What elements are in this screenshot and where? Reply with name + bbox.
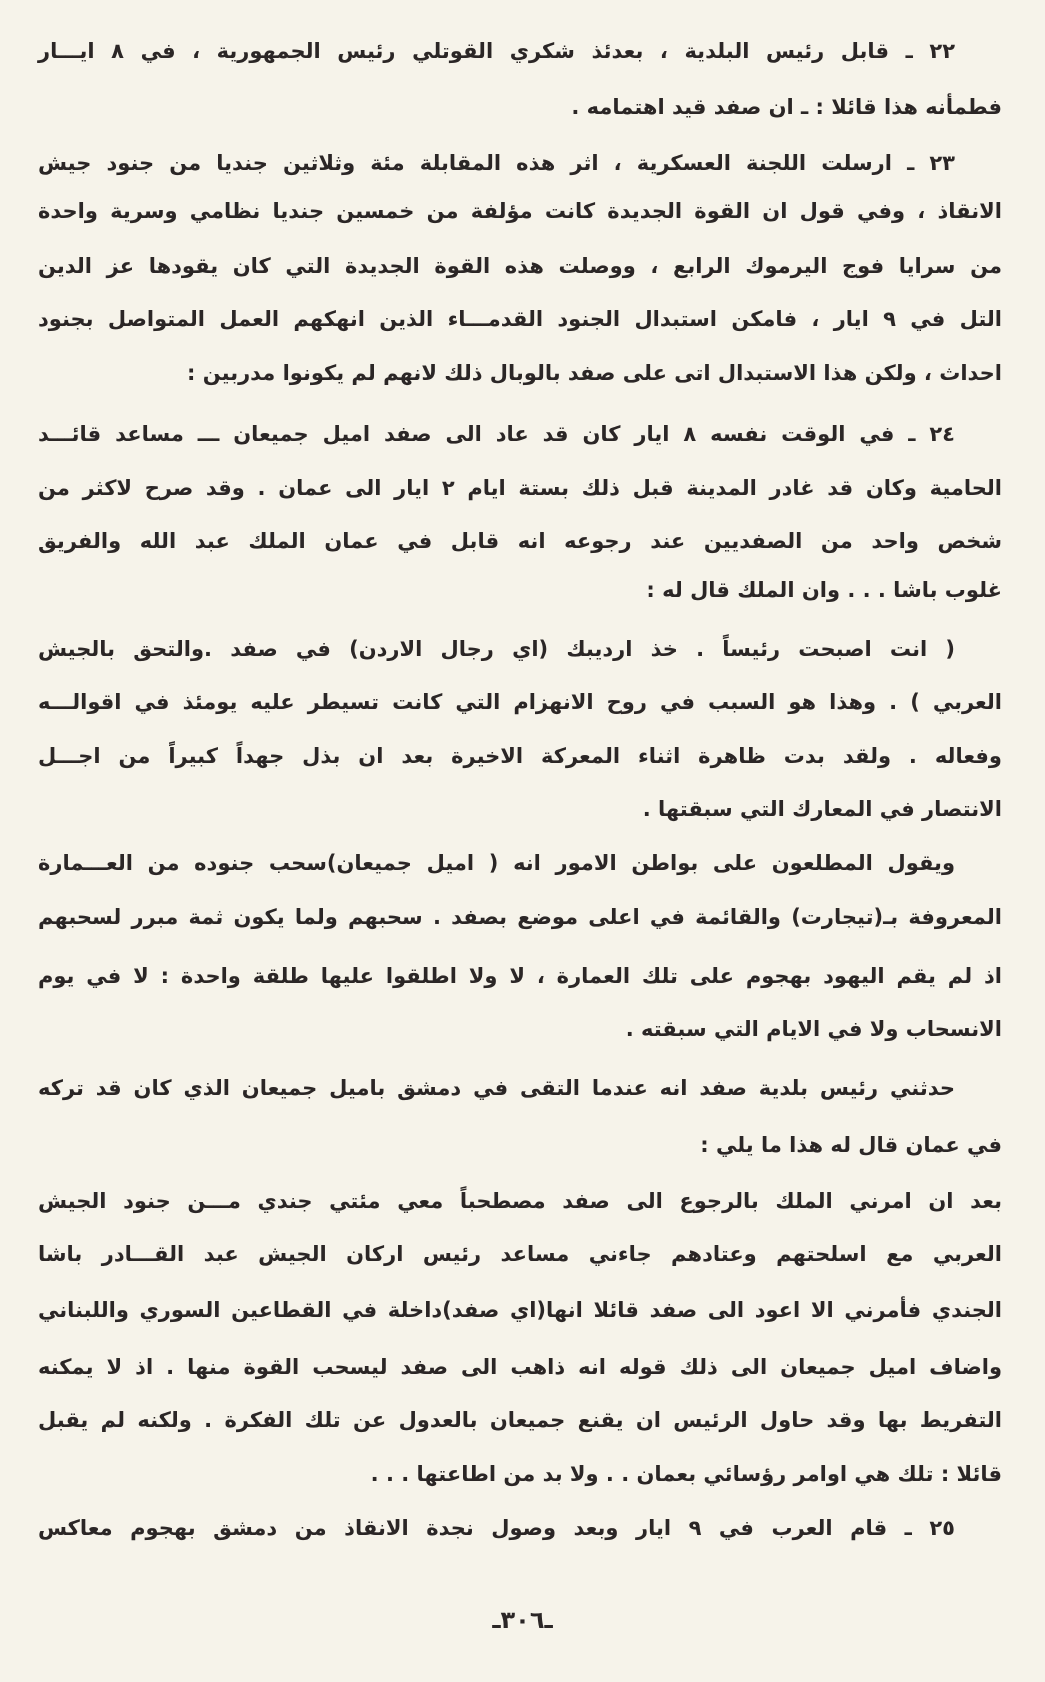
text-line: ٢٥ ـ قام العرب في ٩ ايار وبعد وصول نجدة الانقاذ من دمشق بهجوم معاكس <box>38 1516 955 1540</box>
text-line: في عمان قال له هذا ما يلي : <box>700 1133 1002 1157</box>
text-line: واضاف اميل جميعان الى ذلك قوله انه ذاهب الى صفد ليسحب القوة منها . اذ لا يمكنه <box>38 1355 1002 1379</box>
text-line: من سرايا فوج اليرموك الرابع ، ووصلت هذه القوة الجديدة التي كان يقودها عز الدين <box>38 254 1002 278</box>
text-line: العربي مع اسلحتهم وعتادهم جاءني مساعد رئيس اركان الجيش عبد القـــادر باشا <box>38 1242 1002 1266</box>
text-line: ٢٤ ـ في الوقت نفسه ٨ ايار كان قد عاد الى صفد اميل جميعان ـــ مساعد قائـــد <box>38 422 955 446</box>
text-line: قائلا : تلك هي اوامر رؤسائي بعمان . . ولا بد من اطاعتها . . . <box>370 1462 1002 1486</box>
text-line: بعد ان امرني الملك بالرجوع الى صفد مصطحباً معي مئتي جندي مـــن جنود الجيش <box>38 1189 1002 1213</box>
text-line: ويقول المطلعون على بواطن الامور انه ( اميل جميعان)سحب جنوده من العـــمارة <box>38 851 955 875</box>
text-line: الانتصار في المعارك التي سبقتها . <box>642 797 1002 821</box>
text-line: فطمأنه هذا قائلا : ـ ان صفد قيد اهتمامه . <box>571 95 1002 119</box>
text-line: الانسحاب ولا في الايام التي سبقته . <box>625 1017 1002 1041</box>
text-line: ٢٢ ـ قابل رئيس البلدية ، بعدئذ شكري القوتلي رئيس الجمهورية ، في ٨ ايـــار <box>38 39 956 63</box>
text-line: ( انت اصبحت رئيساً . خذ ارديبك (اي رجال الاردن) في صفد .والتحق بالجيش <box>38 637 955 661</box>
page-number: ـ٣٠٦ـ <box>492 1606 553 1634</box>
text-line: العربي ) . وهذا هو السبب في روح الانهزام التي كانت تسيطر عليه يومئذ في اقوالـــه <box>38 690 1002 714</box>
text-line: الانقاذ ، وفي قول ان القوة الجديدة كانت مؤلفة من خمسين جنديا نظامي وسرية واحدة <box>38 199 1002 223</box>
text-line: الحامية وكان قد غادر المدينة قبل ذلك بستة ايام ٢ ايار الى عمان . وقد صرح لاكثر من <box>38 476 1002 500</box>
text-line: غلوب باشا . . . وان الملك قال له : <box>646 578 1002 602</box>
text-line: اذ لم يقم اليهود بهجوم على تلك العمارة ، لا ولا اطلقوا عليها طلقة واحدة : لا في يوم <box>38 964 1002 988</box>
text-line: شخص واحد من الصفديين عند رجوعه انه قابل في عمان الملك عبد الله والفريق <box>38 529 1002 553</box>
text-line: الجندي فأمرني الا اعود الى صفد قائلا انها(اي صفد)داخلة في القطاعين السوري واللبناني <box>38 1298 1002 1322</box>
text-line: وفعاله . ولقد بدت ظاهرة اثناء المعركة الاخيرة بعد ان بذل جهداً كبيراً من اجـــل <box>38 744 1002 768</box>
text-line: التفريط بها وقد حاول الرئيس ان يقنع جميعان بالعدول عن تلك الفكرة . ولكنه لم يقبل <box>38 1408 1002 1432</box>
text-line: ٢٣ ـ ارسلت اللجنة العسكرية ، اثر هذه المقابلة مئة وثلاثين جنديا من جنود جيش <box>38 151 955 175</box>
text-line: حدثني رئيس بلدية صفد انه عندما التقى في دمشق باميل جميعان الذي كان قد تركه <box>38 1076 955 1100</box>
text-line: المعروفة بـ(تيجارت) والقائمة في اعلى موضع بصفد . سحبهم ولما يكون ثمة مبرر لسحبهم <box>38 905 1002 929</box>
text-line: احداث ، ولكن هذا الاستبدال اتى على صفد بالوبال ذلك لانهم لم يكونوا مدربين : <box>187 361 1002 385</box>
text-line: التل في ٩ ايار ، فامكن استبدال الجنود القدمـــاء الذين انهكهم العمل المتواصل بجنود <box>38 307 1002 331</box>
